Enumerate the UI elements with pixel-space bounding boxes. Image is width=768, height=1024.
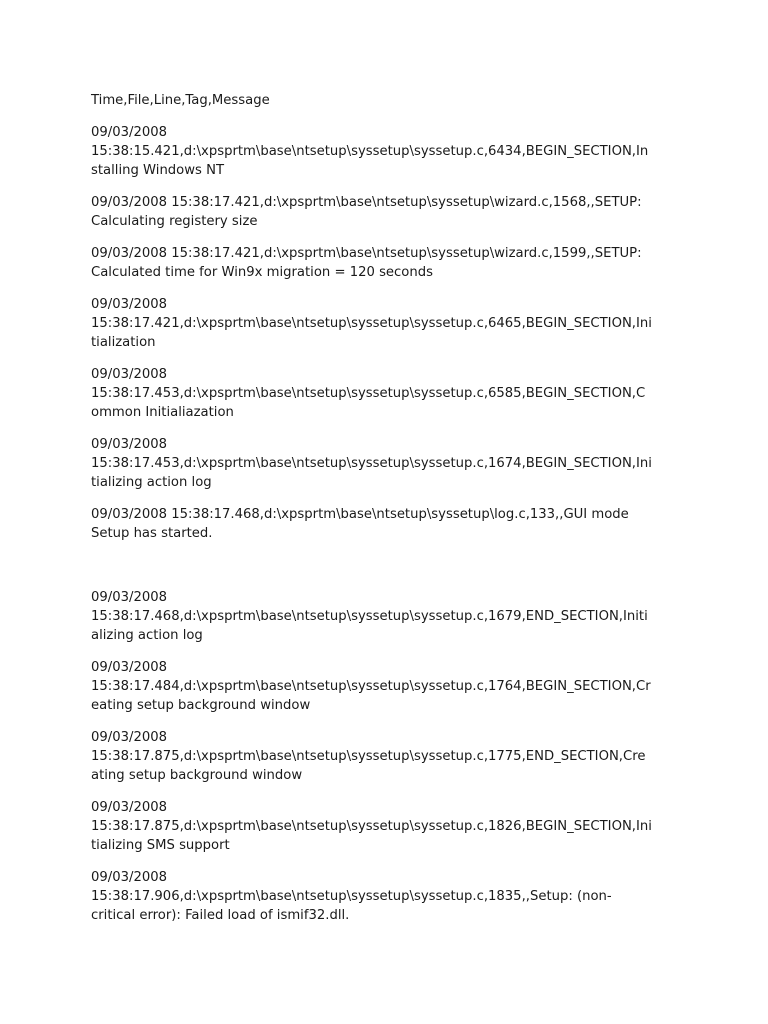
log-entry-8-line-3: alizing action log xyxy=(91,628,203,643)
log-entry-5-line-2: 15:38:17.453,d:\xpsprtm\base\ntsetup\syssetup\syssetup.c,6585,BEGIN_SECTION,C xyxy=(91,386,646,401)
log-entry-1-line-3: stalling Windows NT xyxy=(91,163,225,178)
log-entry-7-line-1: 09/03/2008 15:38:17.468,d:\xpsprtm\base\ntsetup\syssetup\log.c,133,,GUI mode xyxy=(91,507,629,522)
log-entry-9-line-1: 09/03/2008 xyxy=(91,660,168,675)
log-entry-10-line-1: 09/03/2008 xyxy=(91,730,168,745)
log-entry-8-line-2: 15:38:17.468,d:\xpsprtm\base\ntsetup\syssetup\syssetup.c,1679,END_SECTION,Initi xyxy=(91,609,648,624)
log-entry-5-line-1: 09/03/2008 xyxy=(91,367,168,382)
log-entry-4-line-1: 09/03/2008 xyxy=(91,297,168,312)
log-entry-7-line-2: Setup has started. xyxy=(91,526,213,541)
log-entry-10-line-2: 15:38:17.875,d:\xpsprtm\base\ntsetup\syssetup\syssetup.c,1775,END_SECTION,Cre xyxy=(91,749,646,764)
log-entry-3-line-2: Calculated time for Win9x migration = 120 seconds xyxy=(91,265,433,280)
log-entry-11-line-1: 09/03/2008 xyxy=(91,800,168,815)
log-entry-12-line-2: 15:38:17.906,d:\xpsprtm\base\ntsetup\syssetup\syssetup.c,1835,,Setup: (non- xyxy=(91,889,612,904)
log-entry-1-line-1: 09/03/2008 xyxy=(91,125,168,140)
log-entry-10-line-3: ating setup background window xyxy=(91,768,303,783)
log-entry-2-line-2: Calculating registery size xyxy=(91,214,258,229)
log-header: Time,File,Line,Tag,Message xyxy=(91,93,270,108)
log-entry-5-line-3: ommon Initialiazation xyxy=(91,405,234,420)
log-entry-1-line-2: 15:38:15.421,d:\xpsprtm\base\ntsetup\syssetup\syssetup.c,6434,BEGIN_SECTION,In xyxy=(91,144,649,159)
log-entry-6-line-3: tializing action log xyxy=(91,475,212,490)
log-entry-4-line-2: 15:38:17.421,d:\xpsprtm\base\ntsetup\syssetup\syssetup.c,6465,BEGIN_SECTION,Ini xyxy=(91,316,652,331)
log-entry-8-line-1: 09/03/2008 xyxy=(91,590,168,605)
log-entry-6-line-2: 15:38:17.453,d:\xpsprtm\base\ntsetup\syssetup\syssetup.c,1674,BEGIN_SECTION,Ini xyxy=(91,456,652,471)
log-entry-12-line-1: 09/03/2008 xyxy=(91,870,168,885)
log-entry-4-line-3: tialization xyxy=(91,335,156,350)
log-entry-9-line-3: eating setup background window xyxy=(91,698,311,713)
log-entry-2-line-1: 09/03/2008 15:38:17.421,d:\xpsprtm\base\ntsetup\syssetup\wizard.c,1568,,SETUP: xyxy=(91,195,642,210)
log-entry-11-line-2: 15:38:17.875,d:\xpsprtm\base\ntsetup\syssetup\syssetup.c,1826,BEGIN_SECTION,Ini xyxy=(91,819,652,834)
log-entry-6-line-1: 09/03/2008 xyxy=(91,437,168,452)
log-entry-12-line-3: critical error): Failed load of ismif32.dll. xyxy=(91,908,350,923)
log-entry-9-line-2: 15:38:17.484,d:\xpsprtm\base\ntsetup\syssetup\syssetup.c,1764,BEGIN_SECTION,Cr xyxy=(91,679,651,694)
log-entry-11-line-3: tializing SMS support xyxy=(91,838,230,853)
log-entry-3-line-1: 09/03/2008 15:38:17.421,d:\xpsprtm\base\ntsetup\syssetup\wizard.c,1599,,SETUP: xyxy=(91,246,642,261)
